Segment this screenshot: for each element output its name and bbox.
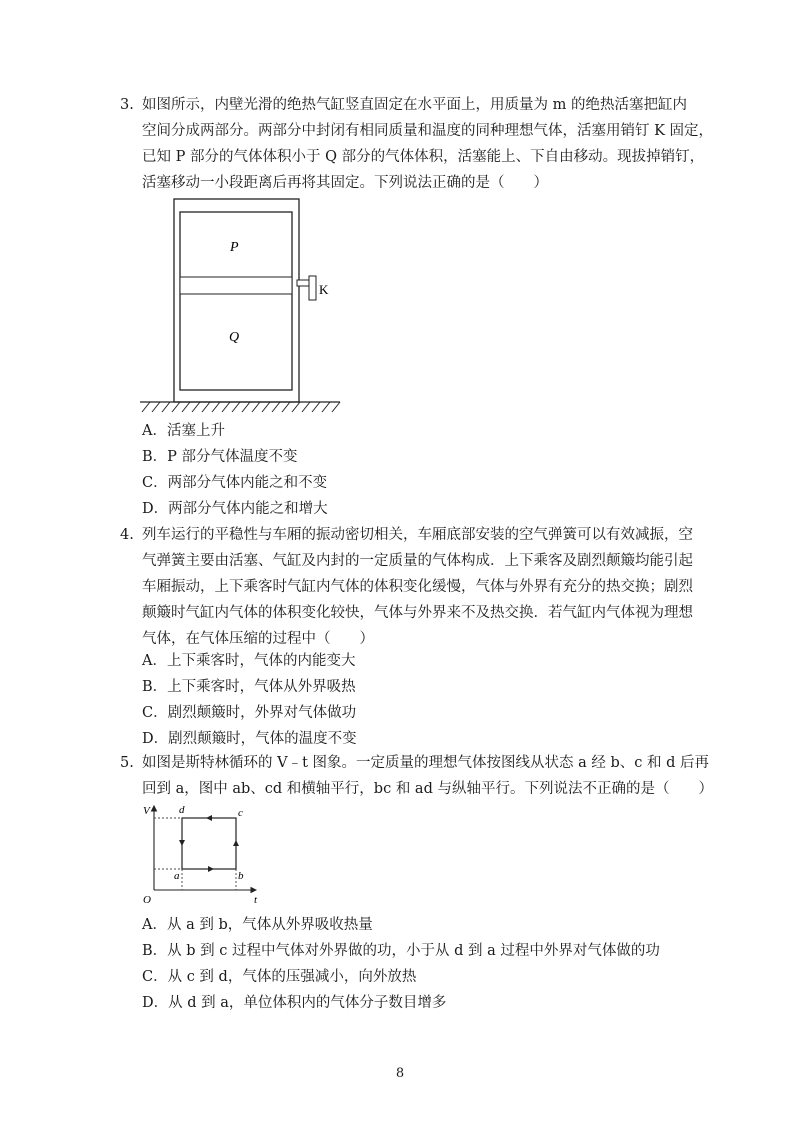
question-4-number: 4. [120, 527, 134, 543]
question-4-line-1: 4. 列车运行的平稳性与车厢的振动密切相关，车厢底部安装的空气弹簧可以有效减振，空 [120, 522, 680, 548]
question-3-line-4: 活塞移动一小段距离后再将其固定。下列说法正确的是（ ） [142, 175, 548, 191]
vt-graph [138, 800, 268, 910]
question-5-line-1: 5. 如图是斯特林循环的 V﹣t 图象。一定质量的理想气体按图线从状态 a 经 b、c 和 d 后再 [120, 750, 680, 776]
axis-t-label: t [254, 894, 258, 906]
question-4-line-5: 气体，在气体压缩的过程中（ ） [142, 631, 374, 647]
q3-option-b[interactable]: B．P 部分气体温度不变 [142, 449, 298, 465]
pin-k-housing [309, 276, 316, 300]
point-a-label: a [174, 870, 180, 882]
point-c-label: c [238, 807, 243, 819]
point-b-label: b [238, 870, 244, 882]
pin-k [297, 280, 309, 286]
origin-label: O [143, 894, 151, 906]
piston [180, 277, 292, 294]
axis-v-label: V [143, 805, 150, 817]
arrow-cd [206, 815, 212, 821]
label-k: K [319, 282, 329, 297]
q3-option-a[interactable]: A．活塞上升 [142, 423, 225, 439]
q5-option-d[interactable]: D．从 d 到 a，单位体积内的气体分子数目增多 [142, 995, 447, 1011]
q4-option-b[interactable]: B．上下乘客时，气体从外界吸热 [142, 679, 356, 695]
q4-option-c[interactable]: C．剧烈颠簸时，外界对气体做功 [142, 705, 357, 721]
label-p: P [230, 240, 239, 255]
page-number: 8 [395, 1066, 405, 1081]
q3-option-d[interactable]: D．两部分气体内能之和增大 [142, 501, 328, 517]
question-4-line-4: 颠簸时气缸内气体的体积变化较快，气体与外界来不及热交换．若气缸内气体视为理想 [142, 605, 693, 621]
q5-option-a[interactable]: A．从 a 到 b，气体从外界吸收热量 [142, 917, 373, 933]
label-q: Q [229, 330, 240, 345]
question-4-line-2: 气弹簧主要由活塞、气缸及内封的一定质量的气体构成．上下乘客及剧烈颠簸均能引起 [142, 553, 693, 569]
q4-option-d[interactable]: D．剧烈颠簸时，气体的温度不变 [142, 731, 357, 747]
question-3-line-2: 空间分成两部分。两部分中封闭有相同质量和温度的同种理想气体，活塞用销钉 K 固定， [142, 123, 714, 139]
question-3-number: 3. [120, 97, 134, 113]
question-5-line-2: 回到 a，图中 ab、cd 和横轴平行，bc 和 ad 与纵轴平行。下列说法不正确的是（ ） [142, 781, 713, 797]
cylinder-outer-wall [174, 199, 299, 402]
question-5 [120, 750, 713, 802]
cycle-path [182, 818, 236, 869]
arrow-da [179, 840, 185, 846]
q3-option-c[interactable]: C．两部分气体内能之和不变 [142, 475, 328, 491]
question-3-line-3: 已知 P 部分的气体体积小于 Q 部分的气体体积，活塞能上、下自由移动。现拔掉销钉， [142, 149, 705, 165]
q5-option-b[interactable]: B．从 b 到 c 过程中气体对外界做的功，小于从 d 到 a 过程中外界对气体做的功 [142, 943, 660, 959]
question-3-line-1: 3. 如图所示，内壁光滑的绝热气缸竖直固定在水平面上，用质量为 m 的绝热活塞把缸内 [120, 92, 680, 118]
question-4-line-3: 车厢振动，上下乘客时气缸内气体的体积变化缓慢，气体与外界有充分的热交换；剧烈 [142, 579, 693, 595]
point-d-label: d [179, 804, 185, 816]
question-4 [120, 522, 693, 652]
arrow-bc [233, 840, 239, 846]
cylinder-inner-wall [180, 212, 292, 390]
arrow-ab [208, 866, 214, 872]
q4-option-a[interactable]: A．上下乘客时，气体的内能变大 [142, 653, 356, 669]
question-3 [120, 92, 714, 196]
q5-option-c[interactable]: C．从 c 到 d，气体的压强减小，向外放热 [142, 969, 417, 985]
cylinder-figure [138, 196, 348, 418]
ground-hatch [142, 402, 340, 412]
question-5-number: 5. [120, 755, 134, 771]
